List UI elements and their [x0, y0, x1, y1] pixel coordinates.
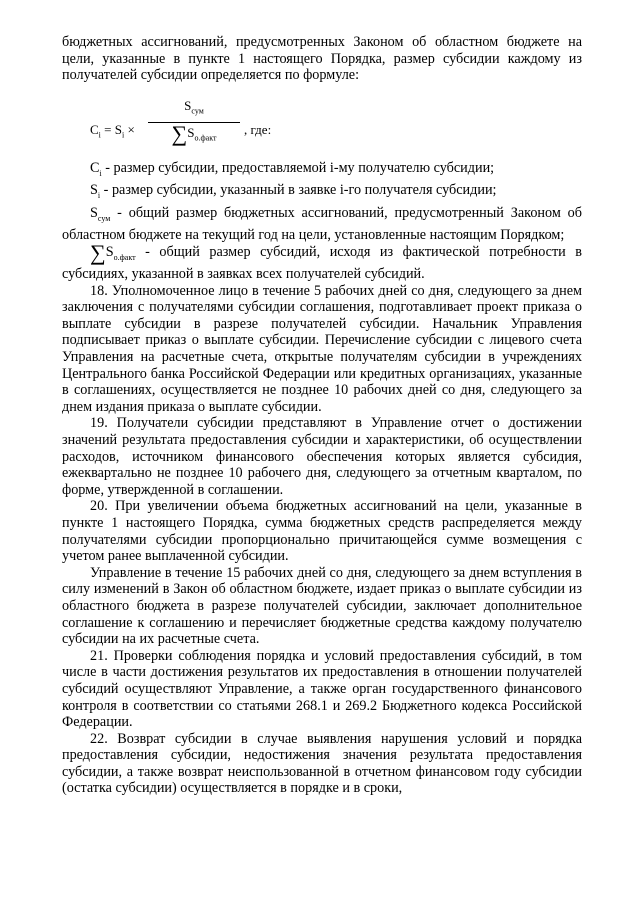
formula-tail: , где: [244, 121, 272, 137]
formula-denominator: $\sum S_{о.факт}$ [171, 120, 217, 146]
paragraph-21: 21. Проверки соблюдения порядка и условий предоставления субсидий, в том числе в части достижения результатов их предоставления в отношении получателей субсидий осуществляют Управление, а также орган государственного финансового контроля в соответствии со статьями 268.1 и 269.2 Бюджетного кодекса Российской Федерации. [62, 647, 582, 731]
intro-paragraph: бюджетных ассигнований, предусмотренных Законом об областном бюджете на цели, указанные в пункте 1 настоящего Порядка, размер субсидии каждому из получателей субсидии определяется по формуле: [62, 34, 582, 84]
paragraph-19: 19. Получатели субсидии представляют в Управление отчет о достижении значений результата предоставления субсидии и характеристики, об осуществлении расходов, источником финансового обеспечения которых является субсидия, ежеквартально не позднее 10 рабочего дня, следующего за отчетным кварталом, по форме, утвержденной в соглашении. [62, 415, 582, 498]
paragraph-22: 22. Возврат субсидии в случае выявления нарушения условий и порядка предоставления субсидии, недостижения значения результата предоставления субсидии, а также возврат неиспользованной в отчетном финансовом году субсидии (остатка субсидии) осуществляется в порядке и в сроки, [62, 730, 582, 797]
formula-fraction [148, 98, 240, 147]
formula-numerator: $S_{сум}$ [148, 98, 240, 123]
definition-ssum: $S_{сум}$ - общий размер бюджетных ассигнований, предусмотренный Законом об областном бюджете на текущий год на цели, установленные настоящим Порядком; [62, 204, 582, 244]
formula-lhs: $C_i = S_i$ × [90, 121, 135, 140]
paragraph-20-continued: Управление в течение 15 рабочих дней со дня, следующего за днем вступления в силу изменений в Закон об областном бюджете, издает приказ о выплате субсидии из областного бюджета в разрезе получателей субсидии, заключает дополнительное соглашение к соглашению и перечисляет бюджетные средства каждому получателю субсидии на их расчетные счета. [62, 564, 582, 648]
definition-si: $S_i$ - размер субсидии, указанный в заявке i-го получателя субсидии; [90, 182, 497, 201]
paragraph-18: 18. Уполномоченное лицо в течение 5 рабочих дней со дня, следующего за днем заключения с получателями субсидии соглашения, подготавливает проект приказа о выплате субсидии в разрезе получателей субсидии. Начальник Управления подписывает приказ о выплате субсидии. Перечисление субсидии с лицевого счета Управления на расчетные счета, открытые получателям субсидии в учреждениях Центрального банка Российской Федерации или кредитных организациях, указанные в соглашениях, осуществляется не позднее 10 рабочих дней со дня, следующего за днем издания приказа о выплате субсидии. [62, 282, 582, 415]
definition-ci: $C_i$ - размер субсидии, предоставляемой i-му получателю субсидии; [90, 159, 495, 178]
definition-sfact: $\sum S_{о.факт}$ - общий размер субсидий, исходя из фактической потребности в субсидиях, указанной в заявках всех получателей субсидий. [62, 239, 582, 283]
subsidy-formula [62, 84, 582, 160]
document-page [62, 34, 582, 797]
paragraph-20: 20. При увеличении объема бюджетных ассигнований на цели, указанные в пункте 1 настоящего Порядка, сумма бюджетных средств распределяется между получателями субсидии пропорционально причитающейся сумме возмещения с учетом ранее выплаченной субсидии. [62, 498, 582, 565]
